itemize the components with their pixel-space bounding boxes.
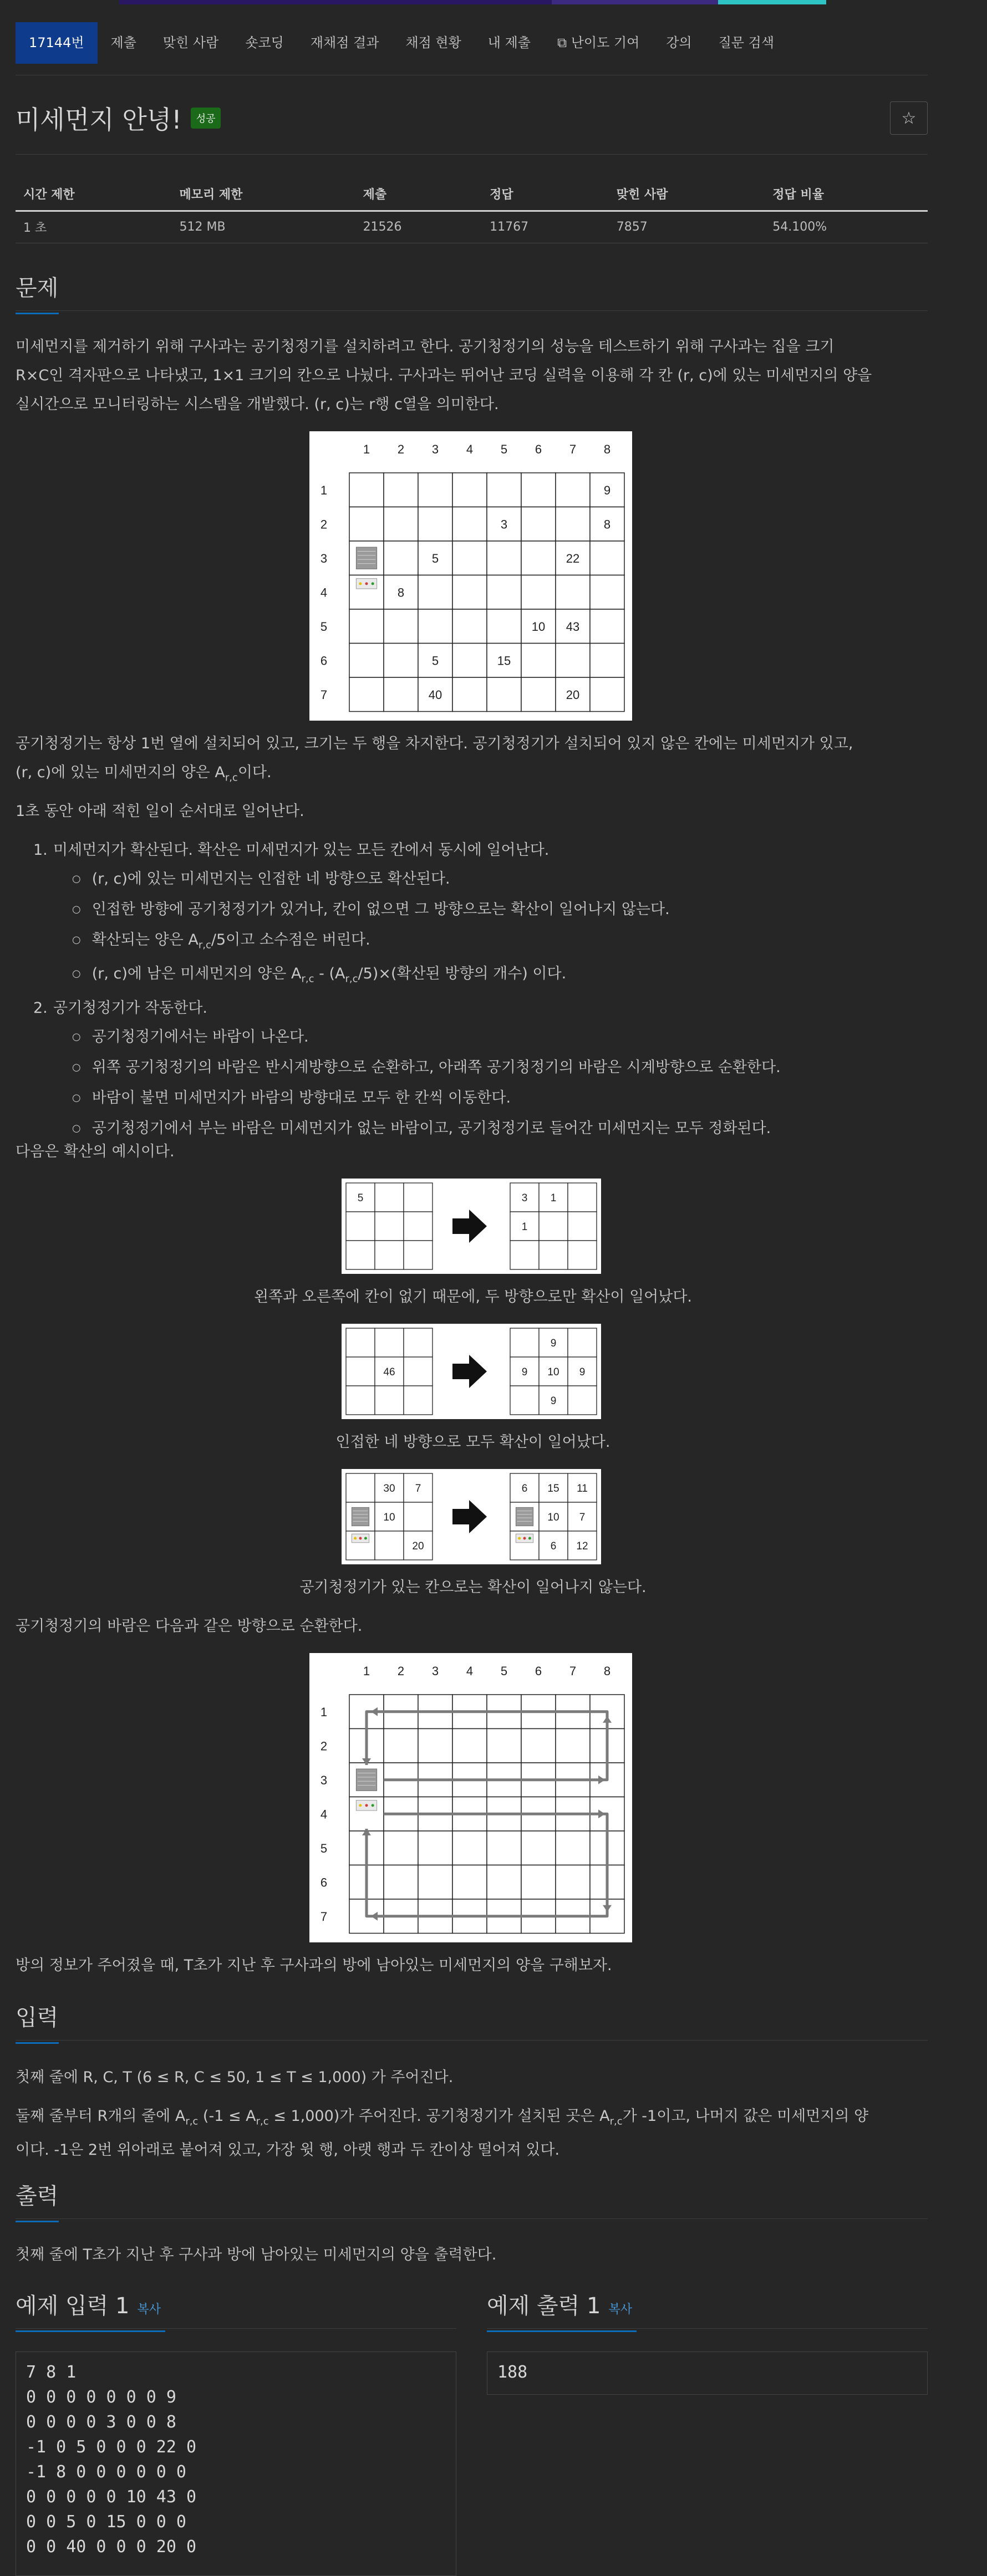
- external-link-icon: ⧉: [557, 35, 571, 50]
- circ-col-label: 8: [603, 1664, 611, 1678]
- th-accepted: 정답: [482, 177, 609, 211]
- right-arrow-icon: [452, 1355, 487, 1388]
- step-1-item: [72, 865, 920, 895]
- grid-cell: [521, 473, 556, 507]
- problem-nav: [16, 22, 787, 64]
- example-cell-value: 9: [579, 1366, 586, 1378]
- grid-cell: [349, 677, 384, 712]
- step-1-item-text: 확산되는 양은 A: [91, 931, 199, 948]
- nav-lecture[interactable]: 강의: [666, 35, 692, 50]
- example-cell: [346, 1241, 375, 1269]
- grid-cell: [384, 507, 418, 542]
- input-line: 이다. -1은 2번 위아래로 붙어져 있고, 가장 윗 행, 아랫 행과 두 칸이상 떨어져 있다.: [16, 2141, 560, 2159]
- grid-cell: [556, 473, 590, 507]
- grid-col-label: 5: [500, 442, 508, 456]
- figure-example-1: [342, 1179, 601, 1274]
- step-1-item-text: /5이고 소수점은 버린다.: [211, 931, 370, 948]
- desc-line: 공기청정기는 항상 1번 열에 설치되어 있고, 크기는 두 행을 차지한다. 공기청정기가 설치되어 있지 않은 칸에는 미세먼지가 있고,: [16, 735, 853, 752]
- circ-cell: [521, 1865, 556, 1900]
- section-input-title: [16, 2000, 58, 2032]
- desc-paragraph-3: 1초 동안 아래 적힌 일이 순서대로 일어난다.: [16, 803, 304, 820]
- grid-col-label: 1: [363, 442, 370, 456]
- desc-line: R×C인 격자판으로 나타냈고, 1×1 크기의 칸으로 나눴다. 구사과는 뛰어난 코딩 실력을 이용해 각 칸 (r, c)에 있는 미세먼지의 양을: [16, 367, 872, 384]
- grid-cell: [556, 644, 590, 678]
- example-cell: [404, 1328, 433, 1357]
- subscript: r,c: [609, 2115, 623, 2128]
- step-2-item-text: 바람이 불면 미세먼지가 바람의 방향대로 모두 한 칸씩 이동한다.: [91, 1089, 511, 1106]
- desc-paragraph-2: [16, 730, 930, 792]
- nav-rejudge[interactable]: 재채점 결과: [310, 35, 379, 50]
- section-output-divider: [16, 2218, 928, 2219]
- circ-cell: [556, 1831, 590, 1865]
- section-input-label: 입력: [16, 2005, 59, 2031]
- nav-my-submissions[interactable]: 내 제출: [487, 35, 531, 50]
- example-cell: [568, 1386, 597, 1415]
- desc-paragraph-4: 다음은 확산의 예시이다.: [16, 1143, 175, 1160]
- grid-cell: [487, 473, 521, 507]
- td-memory-limit: 512 MB: [172, 211, 355, 243]
- example-cell: [375, 1183, 404, 1212]
- purifier-led: [365, 582, 368, 585]
- example-1-svg: [342, 1179, 601, 1274]
- grid-cell-value: 15: [497, 654, 511, 668]
- grid-cell-value: 20: [566, 687, 580, 702]
- example-cell: [404, 1183, 433, 1212]
- desc-paragraph-6: 방의 정보가 주어졌을 때, T초가 지난 후 구사과의 방에 남아있는 미세먼지의 양을 구해보자.: [16, 1957, 612, 1974]
- purifier-led: [528, 1537, 531, 1540]
- grid-cell: [384, 541, 418, 575]
- grid-cell: [590, 677, 624, 712]
- input-text: 둘째 줄부터 R개의 줄에 A: [16, 2108, 186, 2125]
- example-3-svg: [342, 1469, 601, 1564]
- desc-line: 실시간으로 모니터링하는 시스템을 개발했다. (r, c)는 r행 c열을 의미한다.: [16, 396, 499, 413]
- grid-cell: [521, 677, 556, 712]
- process-steps: [33, 836, 920, 1145]
- status-badge: 성공: [191, 108, 221, 129]
- grid-cell: [521, 644, 556, 678]
- air-purifier-icon: [352, 1507, 369, 1526]
- example-cell-value: 9: [550, 1395, 557, 1407]
- right-arrow-icon: [452, 1210, 487, 1243]
- step-2: 2. 공기청정기가 작동한다. ○ 공기청정기에서는 바람이 나온다. ○ 위쪽 공기청정기의 바람은 반시계방향으로 순환하고, 아래쪽 공기청정기의 바람은 시계방향으로 순환한다. ○ 바람이 불면 미세먼지가 바람의 방향대로 모두 한 칸씩 이동한다. ○ 공기청정기에서 부는 바람은 미세먼지가 없는 바람이고, 공기청정기로 들어간 미세먼지는 모두 정화된다.: [33, 994, 920, 1145]
- purifier-led: [365, 1804, 368, 1807]
- step-1-item-text: (r, c)에 있는 미세먼지는 인접한 네 방향으로 확산된다.: [91, 870, 450, 887]
- example-cell: [568, 1183, 597, 1212]
- circ-row-label: 7: [320, 1909, 328, 1924]
- example-cell-value: 11: [577, 1483, 588, 1494]
- circ-row-label: 6: [320, 1875, 328, 1890]
- example-2-svg: [342, 1324, 601, 1419]
- nav-difficulty-label: 난이도 기여: [571, 35, 640, 50]
- input-paragraph-2: [16, 2102, 930, 2165]
- section-output-label: 출력: [16, 2184, 59, 2209]
- nav-question-search[interactable]: 질문 검색: [718, 35, 775, 50]
- purifier-led: [359, 1804, 362, 1807]
- nav-submit[interactable]: 제출: [110, 35, 136, 50]
- step-1-items: [72, 865, 920, 994]
- sample-input-box[interactable]: 7 8 1 0 0 0 0 0 0 0 9 0 0 0 0 3 0 0 8 -1 0 5 0 0 0 22 0 -1 8 0 0 0 0 0 0 0 0 0 0 0 10 43 0 0 0 5 0 15 0 0 0 0 0 40 0 0 0 20 0: [16, 2351, 456, 2576]
- purifier-led: [372, 1804, 374, 1807]
- grid-cell: [418, 575, 452, 610]
- step-2-text: 공기청정기가 작동한다.: [53, 999, 207, 1017]
- section-input-divider: [16, 2040, 928, 2041]
- air-purifier-icon: [356, 1769, 377, 1791]
- grid-cell: [590, 609, 624, 644]
- circ-cell: [452, 1831, 487, 1865]
- grid-cell-value: 22: [566, 551, 580, 565]
- example-cell-value: 9: [521, 1366, 528, 1378]
- example-cell: [404, 1212, 433, 1241]
- example-cell: [539, 1212, 568, 1241]
- air-purifier-icon: [516, 1507, 533, 1526]
- step-1-item-text: /5)×(확산된 방향의 개수) 이다.: [358, 965, 567, 983]
- figure-circulation: [309, 1653, 632, 1942]
- grid-row-label: 6: [320, 654, 328, 668]
- desc-paragraph-1: [16, 333, 930, 419]
- grid-cell: [452, 473, 487, 507]
- circ-cell: [452, 1865, 487, 1900]
- circ-row-label: 4: [320, 1807, 328, 1822]
- input-text: 가 -1이고, 나머지 값은 미세먼지의 양: [622, 2108, 869, 2125]
- copy-input-button[interactable]: 복사: [137, 2303, 161, 2317]
- caption-example-2: 인접한 네 방향으로 모두 확산이 일어났다.: [335, 1434, 610, 1451]
- example-cell: [375, 1212, 404, 1241]
- td-solved-users: 7857: [609, 211, 765, 243]
- grid-cell: [349, 644, 384, 678]
- th-solved-users: 맞힌 사람: [609, 177, 765, 211]
- grid-cell: [452, 677, 487, 712]
- example-cell: [510, 1386, 539, 1415]
- section-problem-divider: [16, 310, 928, 311]
- grid-cell: [452, 644, 487, 678]
- purifier-led: [359, 582, 362, 585]
- output-text: 첫째 줄에 T초가 지난 후 구사과 방에 남아있는 미세먼지의 양을 출력한다.: [16, 2246, 497, 2263]
- th-time-limit: 시간 제한: [16, 177, 172, 211]
- top-color-bar: [119, 0, 826, 4]
- grid-cell: [384, 609, 418, 644]
- nav-problem-number[interactable]: 17144번: [16, 22, 98, 64]
- air-purifier-icon: [356, 547, 377, 569]
- desc-text: 이다.: [237, 764, 272, 781]
- step-1-item-text: - (A: [314, 965, 345, 983]
- grid-row-label: 5: [320, 619, 328, 634]
- step-2-item-text: 공기청정기에서 부는 바람은 미세먼지가 없는 바람이고, 공기청정기로 들어간 미세먼지는 모두 정화된다.: [91, 1119, 771, 1137]
- grid-col-label: 4: [466, 442, 474, 456]
- grid-row-label: 7: [320, 687, 328, 702]
- purifier-led: [518, 1537, 521, 1540]
- input-text: (-1 ≤ A: [198, 2108, 256, 2125]
- nav-short-coding[interactable]: 숏코딩: [245, 35, 284, 50]
- th-submissions: 제출: [355, 177, 482, 211]
- example-cell-value: 30: [383, 1483, 395, 1494]
- grid-cell: [349, 507, 384, 542]
- figure-example-3: [342, 1469, 601, 1564]
- grid-cell: [384, 473, 418, 507]
- page-title: 미세먼지 안녕!: [16, 105, 182, 135]
- example-cell-value: 20: [412, 1541, 424, 1552]
- example-cell: [404, 1386, 433, 1415]
- input-text: ≤ 1,000)가 주어진다. 공기청정기가 설치된 곳은 A: [268, 2108, 610, 2125]
- figure-example-2: [342, 1324, 601, 1419]
- grid-cell-value: 8: [603, 517, 611, 532]
- example-cell-value: 7: [415, 1483, 421, 1494]
- circ-row-label: 2: [320, 1739, 328, 1753]
- td-accept-ratio: 54.100%: [765, 211, 928, 243]
- step-2-item: [72, 1084, 920, 1114]
- circ-cell: [521, 1831, 556, 1865]
- favorite-button[interactable]: [890, 101, 928, 135]
- grid-cell: [452, 507, 487, 542]
- grid-cell: [384, 677, 418, 712]
- sample-input-divider: [16, 2328, 456, 2329]
- desc-text: (r, c)에 있는 미세먼지의 양은 A: [16, 764, 225, 781]
- grid-cell-value: 9: [603, 483, 611, 497]
- td-time-limit: 1 초: [16, 211, 172, 243]
- purifier-led: [354, 1537, 357, 1540]
- circ-cell: [487, 1729, 521, 1763]
- step-1-item: [72, 960, 920, 993]
- circ-cell: [384, 1865, 418, 1900]
- grid-cell: [521, 541, 556, 575]
- grid-cell-value: 5: [431, 654, 439, 668]
- problem-info-table: [16, 177, 928, 243]
- grid-cell-value: 3: [500, 517, 508, 532]
- grid-cell: [521, 575, 556, 610]
- grid-cell: [590, 541, 624, 575]
- grid-cell-value: 5: [431, 551, 439, 565]
- circ-cell: [418, 1831, 452, 1865]
- desc-line: 미세먼지를 제거하기 위해 구사과는 공기청정기를 설치하려고 한다. 공기청정기의 성능을 테스트하기 위해 구사과는 집을 크기: [16, 338, 835, 355]
- purifier-led: [372, 582, 374, 585]
- example-cell: [375, 1328, 404, 1357]
- grid-col-label: 3: [431, 442, 439, 456]
- example-cell-value: 10: [547, 1366, 559, 1378]
- subscript: r,c: [345, 973, 358, 985]
- sample-output-title: [487, 2288, 632, 2320]
- example-cell-value: 1: [521, 1221, 528, 1233]
- circ-row-label: 1: [320, 1705, 328, 1719]
- example-cell: [346, 1357, 375, 1386]
- caption-example-1: 왼쪽과 오른쪽에 칸이 없기 때문에, 두 방향으로만 확산이 일어났다.: [253, 1288, 693, 1305]
- circ-row-label: 3: [320, 1773, 328, 1787]
- example-cell-value: 10: [383, 1512, 395, 1523]
- circ-col-label: 4: [466, 1664, 474, 1678]
- sample-output-label: 예제 출력 1: [487, 2293, 601, 2319]
- example-cell-value: 9: [550, 1338, 557, 1349]
- purifier-led: [359, 1537, 362, 1540]
- grid-cell: [487, 609, 521, 644]
- purifier-led: [523, 1537, 526, 1540]
- grid-cell: [384, 644, 418, 678]
- step-2-item: [72, 1023, 920, 1053]
- grid-cell: [452, 575, 487, 610]
- example-cell: [568, 1328, 597, 1357]
- example-cell-value: 6: [550, 1541, 557, 1552]
- example-cell-value: 7: [579, 1512, 586, 1523]
- section-problem-label: 문제: [16, 276, 59, 301]
- circ-cell: [556, 1729, 590, 1763]
- grid-cell: [452, 541, 487, 575]
- example-cell: [375, 1386, 404, 1415]
- right-arrow-icon: [452, 1500, 487, 1533]
- circ-cell: [384, 1729, 418, 1763]
- grid-col-label: 6: [535, 442, 542, 456]
- grid-cell: [418, 473, 452, 507]
- example-cell-value: 10: [547, 1512, 559, 1523]
- circ-col-label: 5: [500, 1664, 508, 1678]
- step-1-item: [72, 926, 920, 960]
- grid-row-label: 4: [320, 585, 328, 600]
- grid-cell: [418, 609, 452, 644]
- example-cell: [510, 1328, 539, 1357]
- example-cell: [404, 1241, 433, 1269]
- step-1-text: 미세먼지가 확산된다. 확산은 미세먼지가 있는 모든 칸에서 동시에 일어난다.: [53, 841, 550, 859]
- example-cell: [375, 1531, 404, 1560]
- circ-cell: [418, 1865, 452, 1900]
- example-cell: [404, 1502, 433, 1531]
- grid-cell: [487, 677, 521, 712]
- sample-input-title: [16, 2288, 161, 2320]
- step-2-item: [72, 1053, 920, 1084]
- desc-paragraph-5: 공기청정기의 바람은 다음과 같은 방향으로 순환한다.: [16, 1618, 363, 1635]
- step-1-item: [72, 895, 920, 926]
- star-icon: ☆: [901, 108, 917, 128]
- title-row: [16, 100, 221, 136]
- circ-cell: [418, 1729, 452, 1763]
- example-cell: [568, 1241, 597, 1269]
- step-1-item-text: (r, c)에 남은 미세먼지의 양은 A: [91, 965, 302, 983]
- circ-col-label: 1: [363, 1664, 370, 1678]
- grid-cell-value: 43: [566, 619, 580, 634]
- example-cell-value: 1: [550, 1192, 557, 1204]
- circ-cell: [521, 1729, 556, 1763]
- grid-cell: [487, 575, 521, 610]
- grid-cell: [590, 644, 624, 678]
- nav-solved-users[interactable]: 맞힌 사람: [162, 35, 219, 50]
- example-cell: [346, 1386, 375, 1415]
- copy-output-button[interactable]: 복사: [608, 2303, 632, 2317]
- example-cell-value: 6: [521, 1483, 528, 1494]
- nav-difficulty[interactable]: [544, 22, 653, 64]
- subscript: r,c: [185, 2115, 199, 2128]
- subscript: r,c: [301, 973, 314, 985]
- example-cell-value: 3: [521, 1192, 528, 1204]
- example-cell: [346, 1473, 375, 1502]
- title-divider: [16, 154, 928, 155]
- th-memory-limit: 메모리 제한: [172, 177, 355, 211]
- circ-col-label: 7: [569, 1664, 577, 1678]
- nav-status[interactable]: 채점 현황: [405, 35, 461, 50]
- circ-cell: [384, 1831, 418, 1865]
- subscript: r,c: [198, 939, 211, 951]
- grid-cell: [487, 541, 521, 575]
- step-2-item-text: 위쪽 공기청정기의 바람은 반시계방향으로 순환하고, 아래쪽 공기청정기의 바람은 시계방향으로 순환한다.: [91, 1058, 781, 1076]
- example-cell-value: 12: [576, 1541, 588, 1552]
- sample-output-box[interactable]: 188: [487, 2351, 928, 2395]
- grid-row-label: 2: [320, 517, 328, 532]
- figure-main-grid: [309, 431, 632, 721]
- example-cell: [375, 1241, 404, 1269]
- example-cell: [346, 1212, 375, 1241]
- grid-cell: [452, 609, 487, 644]
- grid-cell-value: 10: [531, 619, 546, 634]
- main-grid-svg: [309, 431, 632, 721]
- grid-cell: [590, 575, 624, 610]
- caption-example-3: 공기청정기가 있는 칸으로는 확산이 일어나지 않는다.: [299, 1579, 647, 1596]
- input-line-1: 첫째 줄에 R, C, T (6 ≤ R, C ≤ 50, 1 ≤ T ≤ 1,000) 가 주어진다.: [16, 2069, 454, 2086]
- grid-cell: [521, 507, 556, 542]
- circ-row-label: 5: [320, 1841, 328, 1855]
- circ-col-label: 3: [431, 1664, 439, 1678]
- grid-cell-value: 8: [397, 585, 405, 600]
- example-cell: [510, 1241, 539, 1269]
- circ-col-label: 6: [535, 1664, 542, 1678]
- subscript: r,c: [225, 772, 238, 784]
- example-cell: [568, 1212, 597, 1241]
- grid-cell: [418, 507, 452, 542]
- th-accept-ratio: 정답 비율: [765, 177, 928, 211]
- purifier-led: [364, 1537, 367, 1540]
- sample-input-label: 예제 입력 1: [16, 2293, 130, 2319]
- grid-col-label: 8: [603, 442, 611, 456]
- grid-cell-value: 40: [428, 687, 442, 702]
- section-problem-title: [16, 271, 58, 302]
- example-cell-value: 15: [547, 1483, 559, 1494]
- input-line: [16, 2102, 930, 2136]
- example-cell-value: 46: [383, 1366, 395, 1378]
- circ-col-label: 2: [397, 1664, 405, 1678]
- sample-output-divider: [487, 2328, 928, 2329]
- circ-cell: [487, 1831, 521, 1865]
- td-accepted: 11767: [482, 211, 609, 243]
- circ-cell: [556, 1865, 590, 1900]
- grid-cell: [556, 507, 590, 542]
- grid-col-label: 2: [397, 442, 405, 456]
- step-1: 1. 미세먼지가 확산된다. 확산은 미세먼지가 있는 모든 칸에서 동시에 일어난다. ○ (r, c)에 있는 미세먼지는 인접한 네 방향으로 확산된다. ○ 인접한 방향에 공기청정기가 있거나, 칸이 없으면 그 방향으로는 확산이 일어나지 않는다. ○ 확산되는 양은 $A_{r,c}/5$이고 소수점은 버린다. ○ (r, c)에 남은 미세먼지의 양은 $A_{r,c} - (A_{r,c}/5)\times$(확산된 방향의 개수) 이다.: [33, 836, 920, 994]
- example-cell-value: 5: [357, 1192, 364, 1204]
- grid-cell: [349, 473, 384, 507]
- circulation-svg: [309, 1653, 632, 1942]
- grid-col-label: 7: [569, 442, 577, 456]
- example-cell: [346, 1328, 375, 1357]
- grid-row-label: 1: [320, 483, 328, 497]
- example-cell: [539, 1241, 568, 1269]
- circ-cell: [452, 1729, 487, 1763]
- td-submissions: 21526: [355, 211, 482, 243]
- grid-cell: [556, 575, 590, 610]
- grid-row-label: 3: [320, 551, 328, 565]
- desc-line: [16, 758, 930, 792]
- step-2-item-text: 공기청정기에서는 바람이 나온다.: [91, 1028, 309, 1045]
- subscript: r,c: [256, 2115, 269, 2128]
- step-1-item-text: 인접한 방향에 공기청정기가 있거나, 칸이 없으면 그 방향으로는 확산이 일어나지 않는다.: [91, 901, 670, 918]
- example-cell: [404, 1357, 433, 1386]
- circ-cell: [487, 1865, 521, 1900]
- step-2-items: [72, 1023, 920, 1145]
- grid-cell: [349, 609, 384, 644]
- section-output-title: [16, 2179, 58, 2210]
